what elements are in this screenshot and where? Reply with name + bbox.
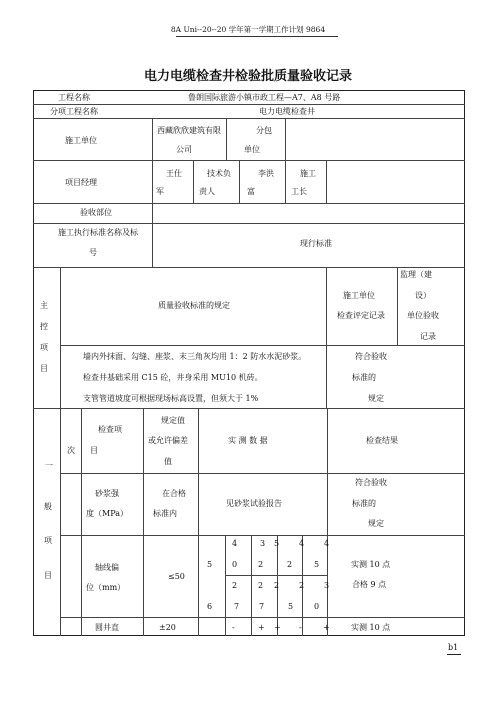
contractor-name-line2: 公司 xyxy=(176,145,192,154)
round-well-measure-value: + xyxy=(274,623,281,632)
standard-label-line2: 号 xyxy=(89,248,97,257)
contractor-eval-line2: 检查评定记录 xyxy=(337,311,385,320)
axis-item-line2: 位（mm） xyxy=(86,583,126,592)
row-divider xyxy=(33,267,465,268)
spec-line-3: 支管管道坡度可根据现场标高设置，但须大于 1% xyxy=(83,394,259,403)
sub-project-label: 分项工程名称 xyxy=(50,107,98,116)
project-manager-name-line1: 王仕 xyxy=(166,169,182,178)
col-divider xyxy=(60,267,61,636)
project-name-label: 工程名称 xyxy=(58,93,90,102)
mortar-result-line2: 标准的 xyxy=(352,499,376,508)
col-tolerance-header-line1: 规定值 xyxy=(161,416,185,425)
tech-lead-label-line1: 技术负 xyxy=(207,169,231,178)
axis-measure-value: 5 xyxy=(274,539,280,548)
row-divider xyxy=(33,408,465,409)
col-divider xyxy=(81,408,82,636)
subcontractor-label-line1: 分包 xyxy=(256,126,272,135)
col-divider xyxy=(285,160,286,203)
axis-tolerance: ≤50 xyxy=(168,572,185,581)
general-items-side-label-2: 般 xyxy=(44,502,52,511)
axis-measure-value: 6 xyxy=(207,602,213,611)
general-items-side-label-4: 目 xyxy=(44,571,52,580)
main-items-side-label-4: 目 xyxy=(40,364,48,373)
col-divider xyxy=(226,118,227,160)
round-well-measure-value: + xyxy=(323,623,330,632)
axis-measure-value: 2 xyxy=(258,560,264,569)
col-divider xyxy=(143,408,144,636)
header-underline xyxy=(176,36,338,37)
round-well-measure-value: - xyxy=(299,623,302,632)
axis-measure-value: 0 xyxy=(232,560,238,569)
contractor-eval-line1: 施工单位 xyxy=(343,291,375,300)
axis-measure-value: 0 xyxy=(314,602,320,611)
row-divider xyxy=(60,473,465,474)
spec-header: 质量验收标准的规定 xyxy=(158,301,230,310)
supervisor-eval-line2: 设） xyxy=(415,291,431,300)
page-number: b1 xyxy=(448,643,459,652)
row-divider xyxy=(33,203,465,204)
measure-cell-divider xyxy=(251,535,252,636)
sub-project-value: 电力电缆检查井 xyxy=(259,107,315,116)
foreman-label-line2: 工长 xyxy=(291,187,307,196)
inspection-part-label: 验收部位 xyxy=(80,208,112,217)
spec-line-1: 墙内外抹面、勾缝、座浆、末三角灰均用 1：2 防水水泥砂浆。 xyxy=(83,352,307,361)
supervisor-eval-line4: 记录 xyxy=(420,332,436,341)
row-divider xyxy=(60,345,465,346)
row-divider xyxy=(33,223,465,224)
col-measure-header: 实 测 数 据 xyxy=(228,436,268,445)
col-divider xyxy=(397,267,398,345)
mortar-tolerance-line2: 标准内 xyxy=(153,509,177,518)
mortar-item-line2: 度（MPa） xyxy=(86,509,128,518)
subcontractor-label-line2: 单位 xyxy=(244,145,260,154)
axis-measure-value: 2 xyxy=(232,581,238,590)
contractor-name-line1: 西藏欣欣建筑有限 xyxy=(157,126,221,135)
col-tolerance-header-line3: 值 xyxy=(164,457,172,466)
col-divider xyxy=(239,160,240,203)
row-divider xyxy=(33,118,465,119)
col-seq-header: 次 xyxy=(67,446,75,455)
project-name-value: 鲁朗国际旅游小镇市政工程—A7、A8 号路 xyxy=(188,93,341,102)
col-divider xyxy=(285,118,286,160)
row-divider xyxy=(60,617,465,618)
project-manager-name-line2: 军 xyxy=(156,187,164,196)
general-items-side-label-3: 项 xyxy=(44,536,52,545)
mortar-result-line3: 规定 xyxy=(368,519,384,528)
spec-result-line1: 符合验收 xyxy=(355,352,387,361)
supervisor-eval-line1: 监理（建 xyxy=(400,270,432,279)
axis-measure-value: 7 xyxy=(259,602,265,611)
project-manager-label: 项目经理 xyxy=(65,178,97,187)
supervisor-eval-line3: 单位验收 xyxy=(407,311,439,320)
col-divider xyxy=(327,408,328,636)
round-well-item: 圆井直 xyxy=(95,623,119,632)
round-well-result: 实测 10 点 xyxy=(351,623,391,632)
axis-measure-value: 5 xyxy=(314,560,320,569)
axis-measure-value: 2 xyxy=(287,560,293,569)
col-item-header-line1: 检查项 xyxy=(98,425,122,434)
tech-lead-name-line1: 李洪 xyxy=(258,169,274,178)
mortar-tolerance-line1: 在合格 xyxy=(162,489,186,498)
spec-result-line3: 规定 xyxy=(368,394,384,403)
standard-value: 现行标准 xyxy=(300,239,332,248)
tech-lead-label-line2: 责人 xyxy=(199,187,215,196)
main-items-side-label-2: 控 xyxy=(40,322,48,331)
acceptance-record-table xyxy=(33,90,465,636)
document-title: 电力电缆检查井检验批质量验收记录 xyxy=(143,69,352,84)
axis-measure-value: 5 xyxy=(207,560,213,569)
mortar-measure: 见砂浆试验报告 xyxy=(226,499,282,508)
spec-line-2: 检查井基础采用 C15 砼，井身采用 MU10 机砖。 xyxy=(83,373,263,382)
axis-measure-value: 2 xyxy=(274,581,280,590)
axis-result-line1: 实测 10 点 xyxy=(351,560,391,569)
running-title: 8A Uni--20--20 学年第一学期工作计划 9864 xyxy=(170,25,326,34)
mortar-item-line1: 砂浆强 xyxy=(95,489,119,498)
contractor-label: 施工单位 xyxy=(65,136,97,145)
spec-result-line2: 标准的 xyxy=(352,373,376,382)
round-well-measure-value: + xyxy=(258,623,265,632)
axis-measure-value: 3 xyxy=(324,581,330,590)
axis-result-line2: 合格 9 点 xyxy=(352,580,387,589)
row-divider xyxy=(60,535,465,536)
main-items-side-label-3: 项 xyxy=(40,343,48,352)
axis-measure-value: 4 xyxy=(324,539,330,548)
standard-label-line1: 施工执行标准名称及标 xyxy=(58,228,138,237)
foreman-label-line1: 施工 xyxy=(300,169,316,178)
axis-item-line1: 轴线偏 xyxy=(95,563,119,572)
axis-measure-value: 2 xyxy=(299,581,305,590)
tech-lead-name-line2: 富 xyxy=(247,187,255,196)
axis-measure-value: 4 xyxy=(299,539,305,548)
mortar-result-line1: 符合验收 xyxy=(355,478,387,487)
measure-cell-divider xyxy=(225,535,226,636)
main-items-side-label-1: 主 xyxy=(40,301,48,310)
col-divider xyxy=(326,160,327,203)
cell-divider xyxy=(225,575,327,576)
axis-measure-value: 3 xyxy=(260,539,266,548)
col-result-header: 检查结果 xyxy=(366,436,398,445)
col-item-header-line2: 目 xyxy=(90,446,98,455)
round-well-tolerance: ±20 xyxy=(159,623,176,632)
general-items-side-label-1: 一 xyxy=(45,461,53,470)
page-number-underline xyxy=(447,654,461,655)
axis-measure-value: 2 xyxy=(258,581,264,590)
axis-measure-value: 5 xyxy=(288,602,294,611)
col-divider xyxy=(326,267,327,408)
col-tolerance-header-line2: 或允许偏差 xyxy=(148,436,188,445)
col-divider xyxy=(152,118,153,267)
col-divider xyxy=(193,160,194,203)
round-well-measure-value: - xyxy=(232,623,235,632)
axis-measure-value: 4 xyxy=(232,539,238,548)
row-divider xyxy=(33,160,465,161)
row-divider xyxy=(33,104,465,105)
axis-measure-value: 7 xyxy=(234,602,240,611)
col-divider xyxy=(198,408,199,636)
